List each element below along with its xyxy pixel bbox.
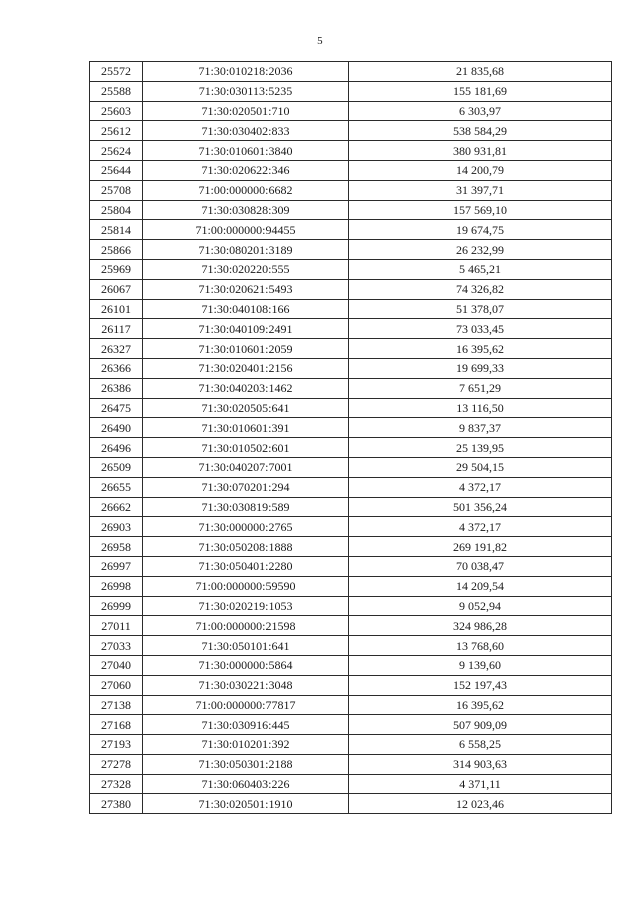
cadastral-number-cell: 71:30:020220:555 xyxy=(143,259,349,279)
table-row xyxy=(90,477,612,497)
value-cell: 269 191,82 xyxy=(349,537,612,557)
table-row xyxy=(90,655,612,675)
registry-table xyxy=(89,61,612,814)
record-number-cell: 26327 xyxy=(90,339,143,359)
record-number-cell: 27168 xyxy=(90,715,143,735)
record-number-cell: 26958 xyxy=(90,537,143,557)
table-row xyxy=(90,259,612,279)
value-cell: 19 674,75 xyxy=(349,220,612,240)
value-cell: 19 699,33 xyxy=(349,358,612,378)
table-row xyxy=(90,398,612,418)
cadastral-number-cell: 71:30:020401:2156 xyxy=(143,358,349,378)
table-row xyxy=(90,279,612,299)
table-row xyxy=(90,754,612,774)
cadastral-number-cell: 71:30:010601:391 xyxy=(143,418,349,438)
table-row xyxy=(90,240,612,260)
table-row xyxy=(90,200,612,220)
record-number-cell: 26655 xyxy=(90,477,143,497)
table-row xyxy=(90,378,612,398)
value-cell: 152 197,43 xyxy=(349,675,612,695)
record-number-cell: 25866 xyxy=(90,240,143,260)
cadastral-number-cell: 71:00:000000:59590 xyxy=(143,576,349,596)
record-number-cell: 25624 xyxy=(90,141,143,161)
value-cell: 4 372,17 xyxy=(349,477,612,497)
cadastral-number-cell: 71:30:010218:2036 xyxy=(143,62,349,82)
record-number-cell: 26067 xyxy=(90,279,143,299)
record-number-cell: 25814 xyxy=(90,220,143,240)
record-number-cell: 25804 xyxy=(90,200,143,220)
value-cell: 9 837,37 xyxy=(349,418,612,438)
table-row xyxy=(90,675,612,695)
table-row xyxy=(90,695,612,715)
value-cell: 155 181,69 xyxy=(349,81,612,101)
record-number-cell: 26998 xyxy=(90,576,143,596)
value-cell: 12 023,46 xyxy=(349,794,612,814)
value-cell: 4 372,17 xyxy=(349,517,612,537)
table-row xyxy=(90,576,612,596)
value-cell: 73 033,45 xyxy=(349,319,612,339)
table-row xyxy=(90,517,612,537)
table-row xyxy=(90,497,612,517)
table-row xyxy=(90,616,612,636)
value-cell: 13 116,50 xyxy=(349,398,612,418)
record-number-cell: 26475 xyxy=(90,398,143,418)
record-number-cell: 26366 xyxy=(90,358,143,378)
value-cell: 7 651,29 xyxy=(349,378,612,398)
value-cell: 13 768,60 xyxy=(349,636,612,656)
value-cell: 6 558,25 xyxy=(349,735,612,755)
record-number-cell: 26101 xyxy=(90,299,143,319)
value-cell: 507 909,09 xyxy=(349,715,612,735)
table-row xyxy=(90,220,612,240)
cadastral-number-cell: 71:30:050101:641 xyxy=(143,636,349,656)
table-row xyxy=(90,180,612,200)
value-cell: 14 200,79 xyxy=(349,160,612,180)
page-number: 5 xyxy=(317,35,323,47)
table-row xyxy=(90,636,612,656)
cadastral-number-cell: 71:30:010601:3840 xyxy=(143,141,349,161)
record-number-cell: 26496 xyxy=(90,438,143,458)
cadastral-number-cell: 71:30:000000:5864 xyxy=(143,655,349,675)
cadastral-number-cell: 71:30:080201:3189 xyxy=(143,240,349,260)
cadastral-number-cell: 71:30:020622:346 xyxy=(143,160,349,180)
value-cell: 501 356,24 xyxy=(349,497,612,517)
cadastral-number-cell: 71:30:050301:2188 xyxy=(143,754,349,774)
record-number-cell: 25603 xyxy=(90,101,143,121)
table-row xyxy=(90,62,612,82)
record-number-cell: 25588 xyxy=(90,81,143,101)
value-cell: 324 986,28 xyxy=(349,616,612,636)
value-cell: 157 569,10 xyxy=(349,200,612,220)
record-number-cell: 25612 xyxy=(90,121,143,141)
cadastral-number-cell: 71:30:030828:309 xyxy=(143,200,349,220)
value-cell: 9 052,94 xyxy=(349,596,612,616)
table-row xyxy=(90,121,612,141)
table-row xyxy=(90,101,612,121)
value-cell: 9 139,60 xyxy=(349,655,612,675)
table-row xyxy=(90,81,612,101)
cadastral-number-cell: 71:30:010502:601 xyxy=(143,438,349,458)
cadastral-number-cell: 71:00:000000:6682 xyxy=(143,180,349,200)
value-cell: 29 504,15 xyxy=(349,457,612,477)
cadastral-number-cell: 71:30:040207:7001 xyxy=(143,457,349,477)
value-cell: 26 232,99 xyxy=(349,240,612,260)
cadastral-number-cell: 71:30:040109:2491 xyxy=(143,319,349,339)
table-row xyxy=(90,418,612,438)
cadastral-number-cell: 71:30:020501:1910 xyxy=(143,794,349,814)
value-cell: 51 378,07 xyxy=(349,299,612,319)
table-row xyxy=(90,141,612,161)
table-row xyxy=(90,596,612,616)
record-number-cell: 25572 xyxy=(90,62,143,82)
cadastral-number-cell: 71:00:000000:21598 xyxy=(143,616,349,636)
cadastral-number-cell: 71:30:040203:1462 xyxy=(143,378,349,398)
record-number-cell: 26509 xyxy=(90,457,143,477)
cadastral-number-cell: 71:30:030402:833 xyxy=(143,121,349,141)
table-row xyxy=(90,794,612,814)
cadastral-number-cell: 71:30:010601:2059 xyxy=(143,339,349,359)
value-cell: 21 835,68 xyxy=(349,62,612,82)
table-row xyxy=(90,438,612,458)
cadastral-number-cell: 71:30:040108:166 xyxy=(143,299,349,319)
cadastral-number-cell: 71:30:070201:294 xyxy=(143,477,349,497)
record-number-cell: 27040 xyxy=(90,655,143,675)
record-number-cell: 27138 xyxy=(90,695,143,715)
record-number-cell: 25969 xyxy=(90,259,143,279)
record-number-cell: 26117 xyxy=(90,319,143,339)
cadastral-number-cell: 71:30:030113:5235 xyxy=(143,81,349,101)
cadastral-number-cell: 71:30:030916:445 xyxy=(143,715,349,735)
registry-table-body xyxy=(90,62,612,814)
value-cell: 5 465,21 xyxy=(349,259,612,279)
cadastral-number-cell: 71:30:050401:2280 xyxy=(143,556,349,576)
table-row xyxy=(90,457,612,477)
table-row xyxy=(90,774,612,794)
value-cell: 4 371,11 xyxy=(349,774,612,794)
table-row xyxy=(90,735,612,755)
cadastral-number-cell: 71:30:000000:2765 xyxy=(143,517,349,537)
record-number-cell: 26386 xyxy=(90,378,143,398)
record-number-cell: 26490 xyxy=(90,418,143,438)
table-row xyxy=(90,319,612,339)
value-cell: 6 303,97 xyxy=(349,101,612,121)
value-cell: 25 139,95 xyxy=(349,438,612,458)
value-cell: 31 397,71 xyxy=(349,180,612,200)
table-row xyxy=(90,299,612,319)
record-number-cell: 27278 xyxy=(90,754,143,774)
value-cell: 16 395,62 xyxy=(349,339,612,359)
cadastral-number-cell: 71:30:060403:226 xyxy=(143,774,349,794)
cadastral-number-cell: 71:30:050208:1888 xyxy=(143,537,349,557)
table-row xyxy=(90,358,612,378)
record-number-cell: 27033 xyxy=(90,636,143,656)
table-row xyxy=(90,537,612,557)
value-cell: 74 326,82 xyxy=(349,279,612,299)
cadastral-number-cell: 71:30:010201:392 xyxy=(143,735,349,755)
cadastral-number-cell: 71:00:000000:77817 xyxy=(143,695,349,715)
value-cell: 314 903,63 xyxy=(349,754,612,774)
cadastral-number-cell: 71:30:020505:641 xyxy=(143,398,349,418)
table-row xyxy=(90,339,612,359)
value-cell: 70 038,47 xyxy=(349,556,612,576)
record-number-cell: 27328 xyxy=(90,774,143,794)
value-cell: 380 931,81 xyxy=(349,141,612,161)
table-row xyxy=(90,160,612,180)
value-cell: 14 209,54 xyxy=(349,576,612,596)
cadastral-number-cell: 71:00:000000:94455 xyxy=(143,220,349,240)
record-number-cell: 25644 xyxy=(90,160,143,180)
record-number-cell: 27011 xyxy=(90,616,143,636)
value-cell: 16 395,62 xyxy=(349,695,612,715)
record-number-cell: 27193 xyxy=(90,735,143,755)
table-row xyxy=(90,556,612,576)
record-number-cell: 27060 xyxy=(90,675,143,695)
cadastral-number-cell: 71:30:030221:3048 xyxy=(143,675,349,695)
table-row xyxy=(90,715,612,735)
record-number-cell: 26997 xyxy=(90,556,143,576)
cadastral-number-cell: 71:30:020501:710 xyxy=(143,101,349,121)
cadastral-number-cell: 71:30:020219:1053 xyxy=(143,596,349,616)
cadastral-number-cell: 71:30:030819:589 xyxy=(143,497,349,517)
record-number-cell: 26662 xyxy=(90,497,143,517)
cadastral-number-cell: 71:30:020621:5493 xyxy=(143,279,349,299)
value-cell: 538 584,29 xyxy=(349,121,612,141)
record-number-cell: 25708 xyxy=(90,180,143,200)
record-number-cell: 27380 xyxy=(90,794,143,814)
record-number-cell: 26903 xyxy=(90,517,143,537)
record-number-cell: 26999 xyxy=(90,596,143,616)
